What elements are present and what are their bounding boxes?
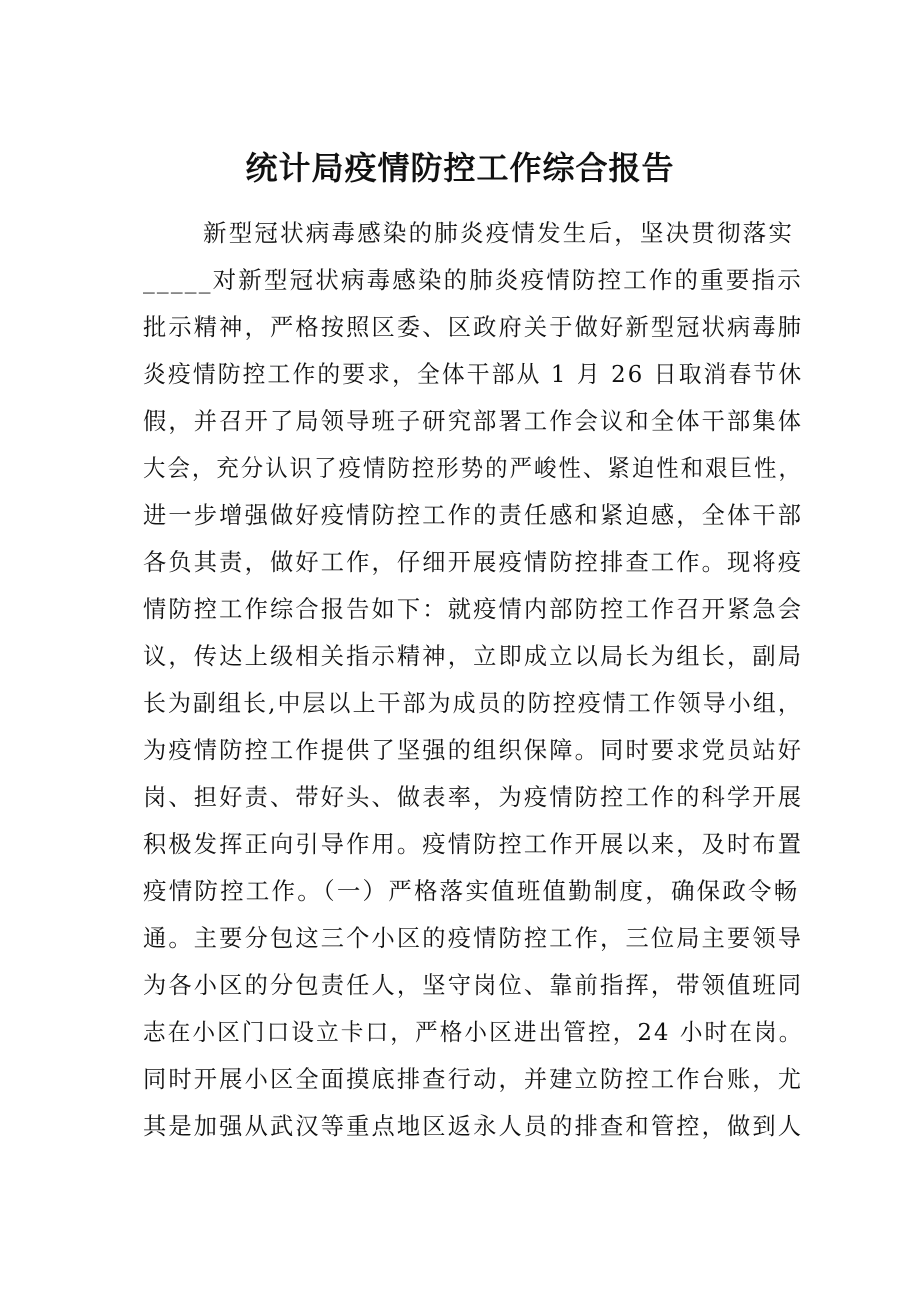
body-line: 假，并召开了局领导班子研究部署工作会议和全体干部集体 bbox=[143, 407, 804, 435]
body-line: 同时开展小区全面摸底排查行动，并建立防控工作台账，尤 bbox=[143, 1065, 804, 1093]
body-line: 通。主要分包这三个小区的疫情防控工作，三位局主要领导 bbox=[143, 924, 804, 952]
body-line: _____对新型冠状病毒感染的肺炎疫情防控工作的重要指示 bbox=[143, 266, 803, 294]
body-line: 岗、担好责、带好头、做表率，为疫情防控工作的科学开展 bbox=[143, 783, 804, 811]
body-line: 为各小区的分包责任人，坚守岗位、靠前指挥，带领值班同 bbox=[143, 971, 804, 999]
body-line: 为疫情防控工作提供了坚强的组织保障。同时要求党员站好 bbox=[143, 736, 804, 764]
body-line: 进一步增强做好疫情防控工作的责任感和紧迫感，全体干部 bbox=[143, 501, 804, 529]
body-line: 批示精神，严格按照区委、区政府关于做好新型冠状病毒肺 bbox=[143, 313, 804, 341]
body-line: 新型冠状病毒感染的肺炎疫情发生后，坚决贯彻落实 bbox=[203, 219, 795, 247]
body-line: 其是加强从武汉等重点地区返永人员的排查和管控，做到人 bbox=[143, 1112, 804, 1140]
body-line: 各负其责，做好工作，仔细开展疫情防控排查工作。现将疫 bbox=[143, 548, 804, 576]
body-line: 积极发挥正向引导作用。疫情防控工作开展以来，及时布置 bbox=[143, 830, 804, 858]
body-line: 大会，充分认识了疫情防控形势的严峻性、紧迫性和艰巨性， bbox=[143, 454, 803, 482]
body-line: 情防控工作综合报告如下：就疫情内部防控工作召开紧急会 bbox=[143, 595, 804, 623]
body-line: 议，传达上级相关指示精神，立即成立以局长为组长，副局 bbox=[143, 642, 804, 670]
body-line: 长为副组长,中层以上干部为成员的防控疫情工作领导小组， bbox=[143, 689, 803, 717]
body-line: 志在小区门口设立卡口，严格小区进出管控，24 小时在岗。 bbox=[143, 1018, 804, 1046]
body-line: 炎疫情防控工作的要求，全体干部从 1 月 26 日取消春节休 bbox=[143, 360, 804, 388]
document-title: 统计局疫情防控工作综合报告 bbox=[245, 149, 675, 187]
body-line: 疫情防控工作。（一）严格落实值班值勤制度，确保政令畅 bbox=[143, 877, 800, 905]
